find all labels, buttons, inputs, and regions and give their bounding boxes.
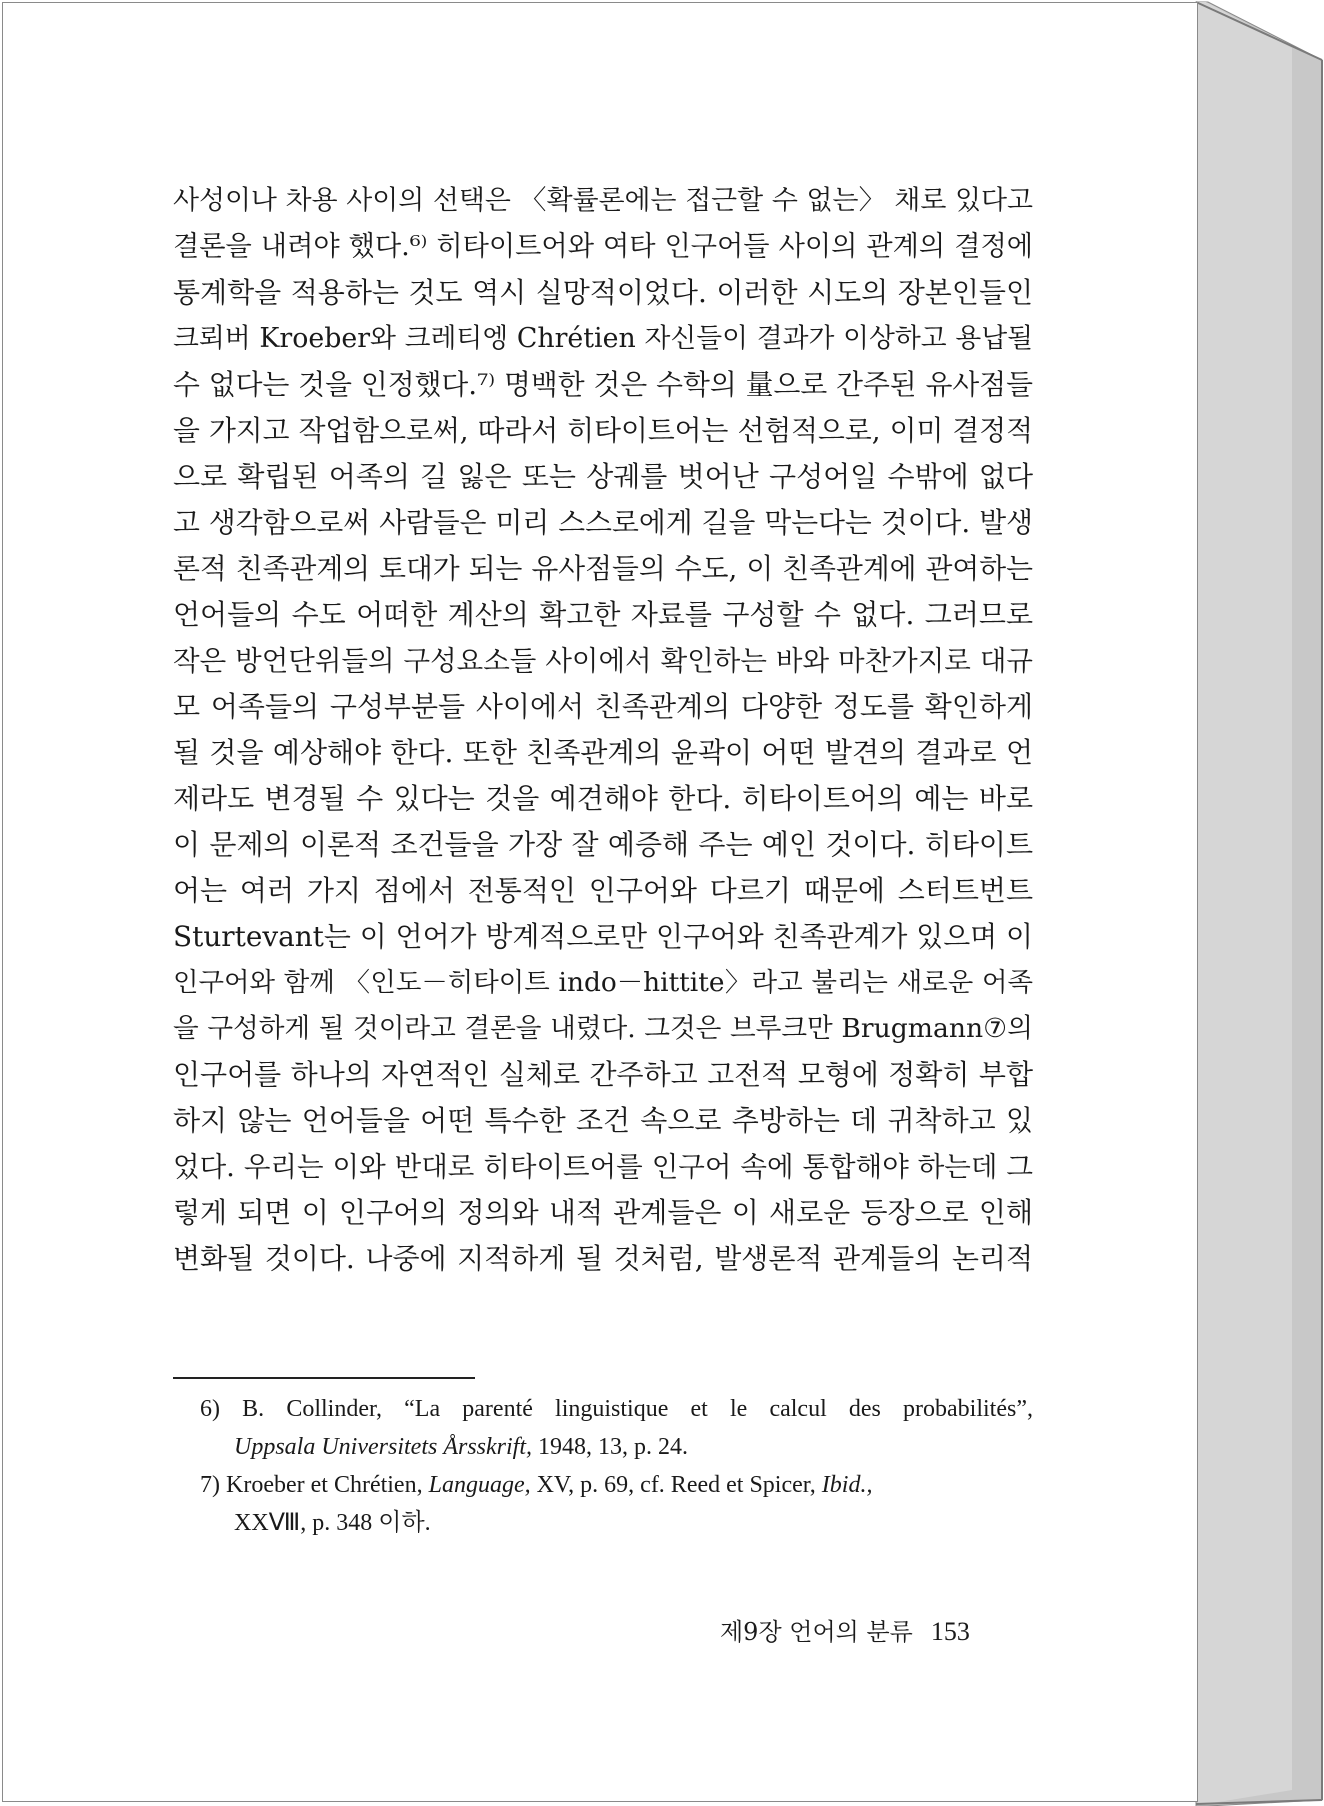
body-line: 인구어와 함께 〈인도－히타이트 indo－hittite〉라고 불리는 새로운 어족	[173, 967, 1033, 998]
body-line: 될 것을 예상해야 한다. 또한 친족관계의 윤곽이 어떤 발견의 결과로 언	[173, 736, 1033, 769]
body-line: 이 문제의 이론적 조건들을 가장 잘 예증해 주는 예인 것이다. 히타이트	[173, 828, 1033, 861]
body-line: 크뢰버 Kroeber와 크레티엥 Chrétien 자신들이 결과가 이상하고 용납될	[173, 323, 1033, 354]
footnote-7-marker: 7)	[200, 1472, 220, 1498]
footnote-7-ibid: Ibid.,	[821, 1472, 873, 1498]
footnote-7	[200, 1466, 1033, 1504]
body-line: 모 어족들의 구성부분들 사이에서 친족관계의 다양한 정도를 확인하게	[173, 690, 1033, 723]
body-line: Sturtevant는 이 언어가 방계적으로만 인구어와 친족관계가 있으며 이	[173, 920, 1033, 953]
footnote-6-text: B. Collinder, “La parenté linguistique et le calcul des probabilités”,	[242, 1396, 1033, 1422]
page-number: 153	[930, 1617, 970, 1646]
footnote-7-authors: Kroeber et Chrétien,	[226, 1472, 429, 1498]
body-line: 결론을 내려야 했다.⁶⁾ 히타이트어와 여타 인구어들 사이의 관계의 결정에	[173, 231, 1033, 262]
body-line: 수 없다는 것을 인정했다.⁷⁾ 명백한 것은 수학의 量으로 간주된 유사점들	[173, 368, 1033, 401]
body-line: 으로 확립된 어족의 길 잃은 또는 상궤를 벗어난 구성어일 수밖에 없다	[173, 460, 1033, 493]
body-line: 을 구성하게 될 것이라고 결론을 내렸다. 그것은 브루크만 Brugmann⑦의	[173, 1013, 1033, 1044]
footnote-divider	[173, 1377, 475, 1379]
body-line: 변화될 것이다. 나중에 지적하게 될 것처럼, 발생론적 관계들의 논리적	[173, 1242, 1033, 1275]
body-line: 었다. 우리는 이와 반대로 히타이트어를 인구어 속에 통합해야 하는데 그	[173, 1151, 1033, 1183]
footnotes	[200, 1390, 1033, 1542]
body-line: 제라도 변경될 수 있다는 것을 예견해야 한다. 히타이트어의 예는 바로	[173, 782, 1033, 815]
body-line: 하지 않는 언어들을 어떤 특수한 조건 속으로 추방하는 데 귀착하고 있	[173, 1104, 1033, 1137]
body-line: 렇게 되면 이 인구어의 정의와 내적 관계들은 이 새로운 등장으로 인해	[173, 1196, 1033, 1229]
footnote-6-marker: 6)	[200, 1396, 220, 1422]
chapter-title: 제9장 언어의 분류	[720, 1618, 913, 1646]
body-line: 어는 여러 가지 점에서 전통적인 인구어와 다르기 때문에 스터트번트	[173, 874, 1033, 907]
body-line: 인구어를 하나의 자연적인 실체로 간주하고 고전적 모형에 정확히 부합	[173, 1058, 1033, 1091]
body-line: 을 가지고 작업함으로써, 따라서 히타이트어는 선험적으로, 이미 결정적	[173, 414, 1033, 447]
footnote-7-continued	[200, 1504, 1033, 1542]
body-line: 고 생각함으로써 사람들은 미리 스스로에게 길을 막는다는 것이다. 발생	[173, 506, 1033, 539]
footnote-6-source: Uppsala Universitets Årsskrift,	[234, 1434, 532, 1460]
body-line: 통계학을 적용하는 것도 역시 실망적이었다. 이러한 시도의 장본인들인	[173, 276, 1033, 309]
footnote-6	[200, 1390, 1033, 1428]
body-text	[173, 178, 1033, 1282]
footnote-7-journal: Language,	[428, 1472, 531, 1498]
footnote-6-details: 1948, 13, p. 24.	[532, 1434, 688, 1460]
body-line: 론적 친족관계의 토대가 되는 유사점들의 수도, 이 친족관계에 관여하는	[173, 552, 1033, 585]
running-footer	[720, 1612, 1020, 1647]
body-line: 작은 방언단위들의 구성요소들 사이에서 확인하는 바와 마찬가지로 대규	[173, 645, 1033, 677]
body-line: 언어들의 수도 어떠한 계산의 확고한 자료를 구성할 수 없다. 그러므로	[173, 598, 1033, 631]
footnote-6-continued	[200, 1428, 1033, 1466]
footnote-7-details: XV, p. 69, cf. Reed et Spicer,	[530, 1472, 822, 1498]
body-line: 사성이나 차용 사이의 선택은 〈확률론에는 접근할 수 없는〉 채로 있다고	[173, 185, 1033, 216]
footnote-7-line2: XXⅧ, p. 348 이하.	[234, 1510, 431, 1536]
